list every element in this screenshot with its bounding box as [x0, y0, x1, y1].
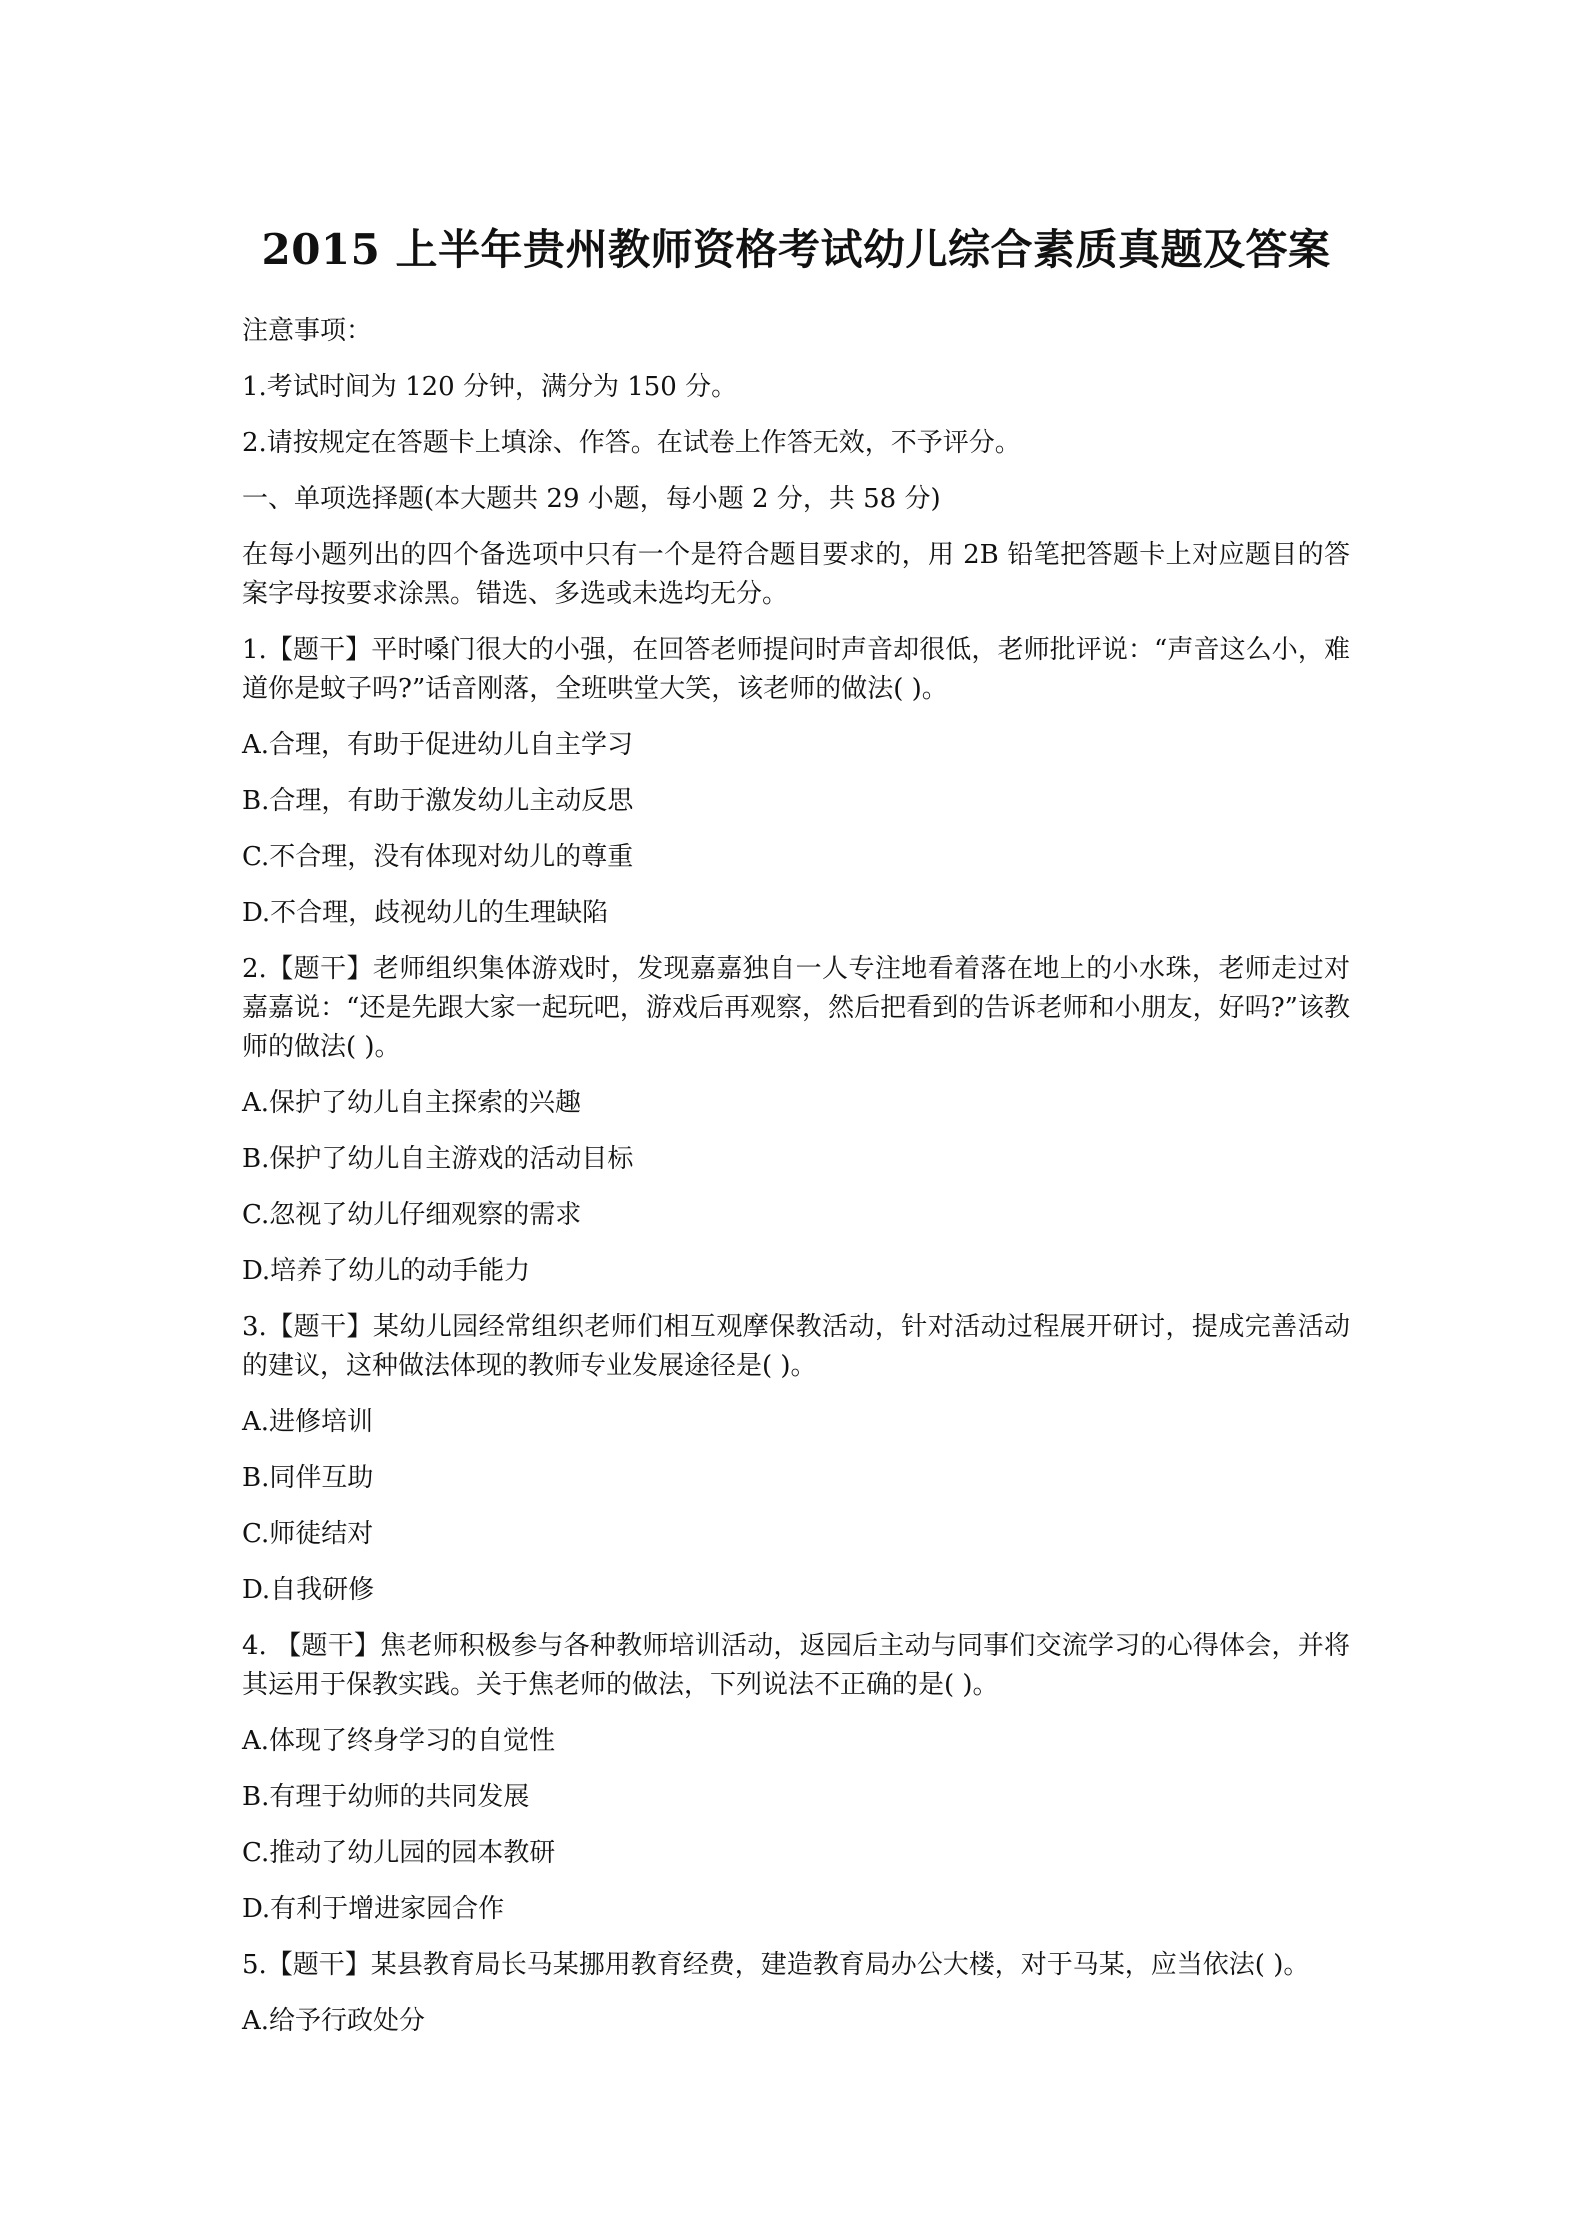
answer-option: A.保护了幼儿自主探索的兴趣 — [242, 1088, 582, 1118]
question-stem: 3.【题干】某幼儿园经常组织老师们相互观摩保教活动，针对活动过程展开研讨，提成完善活动的建议，这种做法体现的教师专业发展途径是( )。 — [242, 1312, 1350, 1381]
question-block — [242, 950, 1350, 1291]
answer-option: A.给予行政处分 — [242, 2006, 426, 2036]
answer-option: D.有利于增进家园合作 — [242, 1894, 505, 1924]
question-block — [242, 1946, 1350, 2041]
answer-option: A.进修培训 — [242, 1407, 374, 1437]
answer-option: C.忽视了幼儿仔细观察的需求 — [242, 1200, 582, 1230]
question-stem: 5.【题干】某县教育局长马某挪用教育经费，建造教育局办公大楼，对于马某，应当依法( )。 — [242, 1950, 1310, 1980]
answer-option: A.合理，有助于促进幼儿自主学习 — [242, 730, 634, 760]
question-block — [242, 631, 1350, 933]
question-stem: 2.【题干】老师组织集体游戏时，发现嘉嘉独自一人专注地看着落在地上的小水珠，老师走过对嘉嘉说：“还是先跟大家一起玩吧，游戏后再观察，然后把看到的告诉老师和小朋友，好吗?”该教师的做法( )。 — [242, 954, 1350, 1062]
notice-item: 2.请按规定在答题卡上填涂、作答。在试卷上作答无效，不予评分。 — [242, 428, 1021, 458]
answer-option: C.不合理，没有体现对幼儿的尊重 — [242, 842, 634, 872]
answer-option: B.合理，有助于激发幼儿主动反思 — [242, 786, 634, 816]
question-stem: 1.【题干】平时嗓门很大的小强，在回答老师提问时声音却很低，老师批评说：“声音这么小，难道你是蚊子吗?”话音刚落，全班哄堂大笑，该老师的做法( )。 — [242, 635, 1350, 704]
notice-heading: 注意事项： — [242, 316, 373, 346]
answer-option: A.体现了终身学习的自觉性 — [242, 1726, 556, 1756]
section-heading: 一、单项选择题(本大题共 29 小题，每小题 2 分，共 58 分) — [242, 484, 941, 514]
answer-option: B.保护了幼儿自主游戏的活动目标 — [242, 1144, 634, 1174]
notice-item: 1.考试时间为 120 分钟，满分为 150 分。 — [242, 372, 738, 402]
answer-option: D.不合理，歧视幼儿的生理缺陷 — [242, 898, 609, 928]
question-stem: 4. 【题干】焦老师积极参与各种教师培训活动，返园后主动与同事们交流学习的心得体会，并将其运用于保教实践。关于焦老师的做法，下列说法不正确的是( )。 — [242, 1631, 1350, 1700]
question-block — [242, 1308, 1350, 1610]
answer-option: B.同伴互助 — [242, 1463, 374, 1493]
answer-option: C.师徒结对 — [242, 1519, 374, 1549]
answer-option: D.自我研修 — [242, 1575, 375, 1605]
answer-option: C.推动了幼儿园的园本教研 — [242, 1838, 556, 1868]
document-title: 2015 上半年贵州教师资格考试幼儿综合素质真题及答案 — [261, 225, 1331, 274]
answer-option: D.培养了幼儿的动手能力 — [242, 1256, 531, 1286]
answer-option: B.有理于幼师的共同发展 — [242, 1782, 530, 1812]
section-instruction: 在每小题列出的四个备选项中只有一个是符合题目要求的，用 2B 铅笔把答题卡上对应题目的答案字母按要求涂黑。错选、多选或未选均无分。 — [242, 540, 1350, 609]
question-block — [242, 1627, 1350, 1929]
